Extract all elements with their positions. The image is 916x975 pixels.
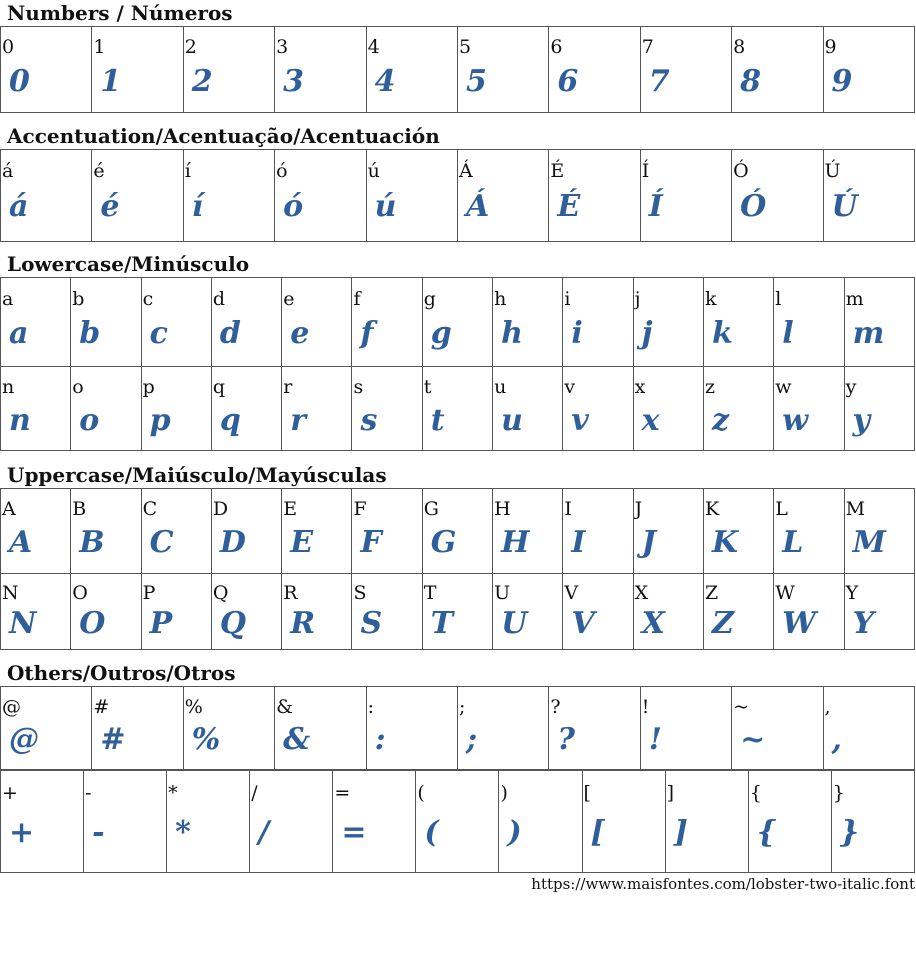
glyph-cell	[92, 150, 183, 242]
glyph-sample: 5	[465, 64, 487, 99]
glyph-sample: J	[641, 525, 656, 560]
glyph-sample: D	[219, 525, 246, 560]
source-url: https://www.maisfontes.com/lobster-two-italic.font	[531, 875, 915, 893]
glyph-label: j	[634, 288, 641, 310]
glyph-label: w	[775, 376, 792, 398]
glyph-sample: N	[9, 606, 37, 641]
glyph-cell	[366, 150, 457, 242]
glyph-cell	[1, 574, 71, 650]
glyph-cell	[183, 150, 274, 242]
glyph-sample: Y	[852, 606, 874, 641]
glyph-label: H	[494, 498, 511, 520]
glyph-sample: z	[711, 403, 730, 438]
glyph-sample: u	[501, 403, 523, 438]
glyph-label: ]	[666, 782, 675, 804]
glyph-sample: /	[258, 815, 270, 850]
glyph-cell	[457, 150, 548, 242]
glyph-label: y	[845, 376, 857, 398]
glyph-cell	[640, 27, 731, 113]
glyph-cell	[640, 150, 731, 242]
glyph-label: B	[72, 498, 87, 520]
glyph-sample: x	[641, 403, 660, 438]
glyph-label: [	[583, 782, 591, 804]
glyph-sample: o	[79, 403, 100, 438]
glyph-sample: )	[507, 815, 522, 850]
glyph-cell	[92, 687, 183, 770]
glyph-label: ?	[550, 696, 561, 718]
glyph-sample: W	[782, 606, 816, 641]
glyph-sample: C	[149, 525, 174, 560]
glyph-cell	[549, 150, 640, 242]
glyph-cell	[640, 687, 731, 770]
glyph-label: C	[142, 498, 158, 520]
glyph-sample: {	[756, 815, 776, 850]
glyph-label: 0	[2, 36, 15, 58]
glyph-sample: #	[100, 722, 126, 757]
glyph-cell	[282, 489, 352, 574]
glyph-cell	[633, 367, 703, 451]
glyph-sample: H	[501, 525, 530, 560]
glyph-sample: ?	[557, 722, 575, 757]
glyph-cell	[563, 367, 633, 451]
glyph-label: k	[704, 288, 717, 310]
glyph-sample: l	[782, 316, 794, 351]
glyph-sample: ]	[673, 815, 688, 850]
glyph-sample: [	[590, 815, 605, 850]
glyph-sample: +	[9, 815, 35, 850]
glyph-label: 2	[184, 36, 197, 58]
glyph-cell	[211, 489, 281, 574]
glyph-cell	[333, 771, 416, 873]
glyph-sample: 1	[100, 64, 122, 99]
glyph-sample: f	[360, 316, 374, 351]
glyph-label: 4	[367, 36, 380, 58]
glyph-cell	[457, 27, 548, 113]
glyph-cell	[493, 367, 563, 451]
glyph-sample: v	[571, 403, 589, 438]
glyph-cell	[633, 574, 703, 650]
glyph-sample: é	[100, 189, 120, 224]
glyph-sample: É	[557, 189, 581, 224]
glyph-sample: 2	[191, 64, 213, 99]
glyph-sample: =	[341, 815, 367, 850]
glyph-label: P	[142, 582, 156, 604]
glyph-sample: s	[360, 403, 378, 438]
glyph-sample: d	[219, 316, 241, 351]
glyph-label: +	[2, 782, 18, 804]
glyph-label: h	[494, 288, 507, 310]
glyph-cell	[71, 278, 141, 367]
glyph-cell	[141, 574, 211, 650]
glyph-sample: &	[283, 722, 311, 757]
glyph-label: R	[283, 582, 298, 604]
glyph-label: Y	[845, 582, 859, 604]
glyph-sample: K	[711, 525, 739, 560]
glyph-sample: :	[374, 722, 386, 757]
glyph-label: }	[832, 782, 845, 804]
glyph-label: =	[334, 782, 351, 804]
glyph-cell	[549, 27, 640, 113]
glyph-label: F	[353, 498, 367, 520]
glyph-cell	[457, 687, 548, 770]
glyph-label: r	[283, 376, 293, 398]
glyph-sample: O	[79, 606, 106, 641]
glyph-label: /	[251, 782, 258, 804]
glyph-cell	[703, 367, 773, 451]
glyph-cell	[823, 687, 914, 770]
glyph-sample: j	[641, 316, 653, 351]
glyph-cell	[1, 150, 92, 242]
glyph-sample: @	[9, 722, 39, 757]
glyph-label: 3	[276, 36, 289, 58]
glyph-label: -	[85, 782, 92, 804]
glyph-label: X	[634, 582, 649, 604]
glyph-sample: !	[648, 722, 662, 757]
glyph-label: N	[2, 582, 19, 604]
glyph-label: Ó	[733, 160, 749, 182]
glyph-label: m	[845, 288, 864, 310]
glyph-cell	[732, 150, 823, 242]
glyph-cell	[211, 574, 281, 650]
glyph-sample: Ó	[740, 189, 767, 224]
glyph-label: L	[775, 498, 788, 520]
glyph-cell	[352, 367, 422, 451]
glyph-cell	[633, 278, 703, 367]
glyph-label: e	[283, 288, 295, 310]
glyph-label: G	[423, 498, 439, 520]
glyph-cell	[141, 278, 211, 367]
glyph-label: !	[641, 696, 650, 718]
glyph-label: í	[184, 160, 191, 182]
glyph-label: D	[212, 498, 229, 520]
section-title-numbers: Numbers / Números	[7, 1, 233, 25]
glyph-sample: r	[290, 403, 306, 438]
glyph-label: Ú	[824, 160, 841, 182]
glyph-sample: ú	[374, 189, 397, 224]
glyph-label: b	[72, 288, 85, 310]
glyph-cell	[633, 489, 703, 574]
glyph-sample: m	[852, 316, 885, 351]
glyph-sample: *	[175, 815, 191, 850]
glyph-sample: 7	[648, 64, 670, 99]
glyph-table-lowercase	[0, 277, 915, 451]
glyph-cell	[416, 771, 499, 873]
glyph-cell	[1, 489, 71, 574]
glyph-cell	[422, 574, 492, 650]
glyph-cell	[282, 278, 352, 367]
glyph-sample: Á	[465, 189, 490, 224]
glyph-cell	[823, 150, 914, 242]
glyph-cell	[211, 367, 281, 451]
glyph-sample: A	[9, 525, 33, 560]
section-title-uppercase: Uppercase/Maiúsculo/Mayúsculas	[7, 463, 387, 487]
glyph-label: @	[2, 696, 21, 718]
glyph-cell	[1, 687, 92, 770]
glyph-cell	[665, 771, 748, 873]
glyph-sample: k	[711, 316, 733, 351]
glyph-cell	[703, 574, 773, 650]
glyph-sample: %	[191, 722, 221, 757]
glyph-label: g	[423, 288, 436, 310]
glyph-label: J	[634, 498, 643, 520]
glyph-sample: ~	[740, 722, 766, 757]
glyph-cell	[774, 489, 844, 574]
glyph-sample: F	[360, 525, 382, 560]
glyph-label: 6	[550, 36, 563, 58]
glyph-sample: Ú	[831, 189, 858, 224]
glyph-cell	[141, 489, 211, 574]
glyph-sample: ;	[465, 722, 478, 757]
glyph-label: t	[423, 376, 432, 398]
glyph-cell	[352, 489, 422, 574]
glyph-sample: 3	[283, 64, 305, 99]
glyph-cell	[499, 771, 582, 873]
glyph-cell	[774, 278, 844, 367]
glyph-label: 9	[824, 36, 837, 58]
glyph-cell	[282, 574, 352, 650]
glyph-sample: n	[9, 403, 31, 438]
glyph-cell	[493, 489, 563, 574]
glyph-label: u	[494, 376, 507, 398]
glyph-cell	[352, 278, 422, 367]
glyph-cell	[183, 687, 274, 770]
glyph-sample: ó	[283, 189, 304, 224]
glyph-sample: }	[839, 815, 860, 850]
glyph-cell	[71, 489, 141, 574]
glyph-label: )	[500, 782, 508, 804]
glyph-cell	[422, 489, 492, 574]
glyph-cell	[732, 687, 823, 770]
glyph-label: É	[550, 160, 565, 182]
glyph-cell	[71, 574, 141, 650]
glyph-sample: Í	[648, 189, 663, 224]
glyph-label: f	[353, 288, 361, 310]
glyph-label: S	[353, 582, 367, 604]
glyph-sample: ,	[831, 722, 842, 757]
glyph-label: c	[142, 288, 154, 310]
glyph-sample: E	[290, 525, 314, 560]
section-title-lowercase: Lowercase/Minúsculo	[7, 252, 250, 276]
glyph-sample: I	[571, 525, 586, 560]
glyph-cell	[831, 771, 914, 873]
glyph-label: d	[212, 288, 226, 310]
glyph-label: v	[564, 376, 576, 398]
glyph-cell	[84, 771, 167, 873]
glyph-label: ,	[824, 696, 831, 718]
glyph-label: ~	[733, 696, 750, 718]
glyph-cell	[493, 278, 563, 367]
glyph-cell	[352, 574, 422, 650]
glyph-label: z	[704, 376, 715, 398]
glyph-label: E	[283, 498, 298, 520]
glyph-cell	[748, 771, 831, 873]
glyph-label: *	[168, 782, 178, 804]
glyph-label: ;	[458, 696, 466, 718]
glyph-sample: R	[290, 606, 316, 641]
glyph-label: U	[494, 582, 511, 604]
glyph-cell	[141, 367, 211, 451]
glyph-cell	[92, 27, 183, 113]
glyph-label: ú	[367, 160, 380, 182]
glyph-label: p	[142, 376, 155, 398]
glyph-sample: P	[149, 606, 173, 641]
glyph-label: x	[634, 376, 646, 398]
glyph-cell	[71, 367, 141, 451]
glyph-cell	[250, 771, 333, 873]
glyph-label: Q	[212, 582, 229, 604]
glyph-sample: 9	[831, 64, 853, 99]
glyph-label: 1	[93, 36, 106, 58]
glyph-sample: 6	[557, 64, 579, 99]
glyph-label: á	[2, 160, 14, 182]
glyph-cell	[422, 278, 492, 367]
glyph-label: V	[564, 582, 579, 604]
glyph-sample: M	[852, 525, 886, 560]
glyph-sample: a	[9, 316, 29, 351]
glyph-sample: 4	[374, 64, 396, 99]
glyph-cell	[275, 27, 366, 113]
section-title-others: Others/Outros/Otros	[7, 661, 236, 685]
glyph-label: q	[212, 376, 226, 398]
glyph-cell	[275, 150, 366, 242]
glyph-sample: (	[424, 815, 439, 850]
glyph-label: i	[564, 288, 571, 310]
glyph-label: 5	[458, 36, 472, 58]
glyph-cell	[183, 27, 274, 113]
glyph-label: I	[564, 498, 572, 520]
glyph-label: é	[93, 160, 105, 182]
glyph-label: K	[704, 498, 720, 520]
glyph-sample: i	[571, 316, 583, 351]
glyph-sample: á	[9, 189, 29, 224]
glyph-sample: y	[852, 403, 870, 438]
glyph-table-others-2	[0, 770, 915, 873]
glyph-sample: S	[360, 606, 383, 641]
glyph-label: #	[93, 696, 110, 718]
glyph-label: %	[184, 696, 203, 718]
glyph-sample: G	[430, 525, 457, 560]
glyph-cell	[563, 278, 633, 367]
glyph-cell	[1, 771, 84, 873]
glyph-cell	[493, 574, 563, 650]
glyph-label: W	[775, 582, 795, 604]
glyph-cell	[549, 687, 640, 770]
glyph-cell	[275, 687, 366, 770]
glyph-sample: p	[149, 403, 171, 438]
glyph-label: :	[367, 696, 374, 718]
glyph-cell	[844, 489, 914, 574]
glyph-sample: e	[290, 316, 310, 351]
glyph-sample: c	[149, 316, 168, 351]
glyph-label: T	[423, 582, 437, 604]
glyph-sample: Q	[219, 606, 247, 641]
glyph-cell	[422, 367, 492, 451]
glyph-label: o	[72, 376, 84, 398]
glyph-cell	[167, 771, 250, 873]
glyph-label: a	[2, 288, 14, 310]
glyph-label: {	[749, 782, 762, 804]
glyph-sample: L	[782, 525, 804, 560]
glyph-table-accentuation	[0, 149, 915, 242]
glyph-cell	[211, 278, 281, 367]
glyph-sample: 8	[740, 64, 761, 99]
glyph-sample: í	[191, 189, 204, 224]
glyph-sample: 0	[9, 64, 30, 99]
glyph-label: Z	[704, 582, 719, 604]
glyph-cell	[282, 367, 352, 451]
glyph-cell	[1, 278, 71, 367]
glyph-cell	[366, 687, 457, 770]
glyph-label: l	[775, 288, 782, 310]
glyph-cell	[774, 367, 844, 451]
glyph-cell	[1, 367, 71, 451]
glyph-cell	[823, 27, 914, 113]
glyph-sample: V	[571, 606, 595, 641]
glyph-cell	[732, 27, 823, 113]
glyph-label: 7	[641, 36, 654, 58]
glyph-sample: T	[430, 606, 454, 641]
glyph-cell	[844, 367, 914, 451]
glyph-label: ó	[276, 160, 288, 182]
glyph-table-others	[0, 686, 915, 770]
glyph-sample: t	[430, 403, 445, 438]
glyph-cell	[844, 278, 914, 367]
glyph-cell	[703, 278, 773, 367]
glyph-sample: g	[430, 316, 452, 351]
glyph-label: n	[2, 376, 15, 398]
glyph-label: A	[2, 498, 16, 520]
glyph-label: (	[417, 782, 425, 804]
glyph-table-numbers	[0, 26, 915, 113]
glyph-sample: X	[641, 606, 665, 641]
glyph-label: s	[353, 376, 364, 398]
glyph-sample: q	[219, 403, 241, 438]
glyph-cell	[1, 27, 92, 113]
glyph-cell	[844, 574, 914, 650]
glyph-sample: b	[79, 316, 101, 351]
glyph-sample: B	[79, 525, 105, 560]
glyph-sample: -	[92, 815, 105, 850]
glyph-label: O	[72, 582, 88, 604]
glyph-table-uppercase	[0, 488, 915, 650]
glyph-cell	[582, 771, 665, 873]
glyph-sample: h	[501, 316, 523, 351]
glyph-sample: U	[501, 606, 528, 641]
glyph-cell	[366, 27, 457, 113]
glyph-label: Á	[458, 160, 473, 182]
glyph-label: &	[276, 696, 294, 718]
glyph-cell	[703, 489, 773, 574]
glyph-sample: w	[782, 403, 809, 438]
glyph-label: M	[845, 498, 866, 520]
glyph-sample: Z	[711, 606, 734, 641]
glyph-cell	[563, 489, 633, 574]
glyph-cell	[774, 574, 844, 650]
glyph-label: 8	[733, 36, 746, 58]
glyph-label: Í	[641, 160, 650, 182]
section-title-accentuation: Accentuation/Acentuação/Acentuación	[7, 124, 440, 148]
glyph-cell	[563, 574, 633, 650]
